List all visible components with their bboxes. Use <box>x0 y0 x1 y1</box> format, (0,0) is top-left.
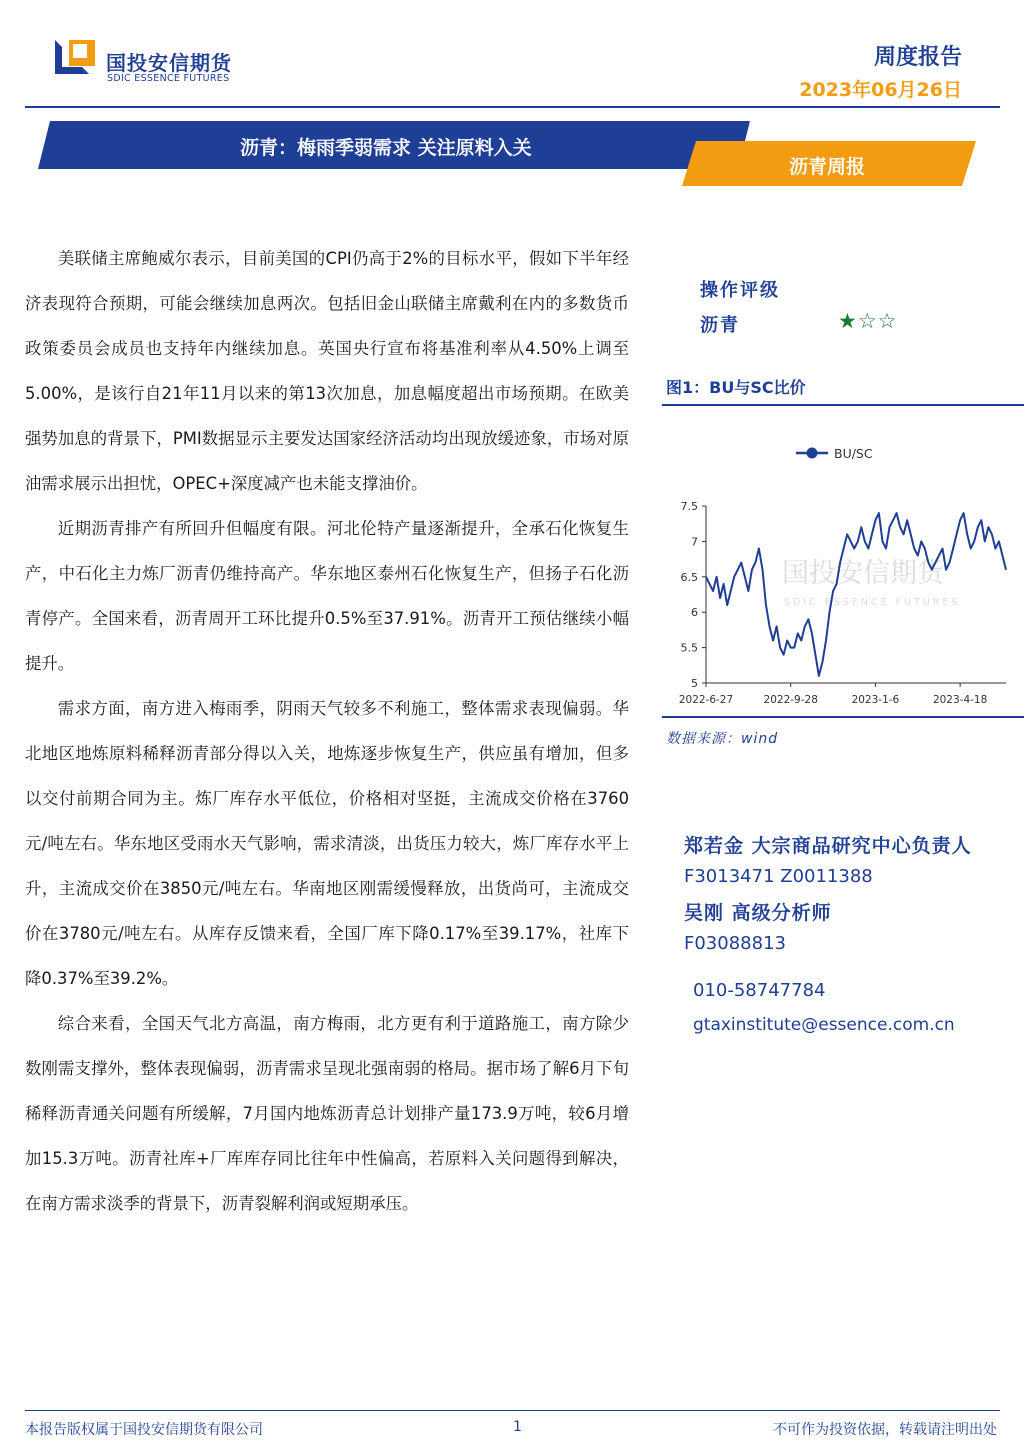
footer-disclaimer: 不可作为投资依据，转载请注明出处 <box>773 1422 997 1438</box>
x-tick-label: 2023-1-6 <box>851 694 900 706</box>
paragraph: 近期沥青排产有所回升但幅度有限。河北伦特产量逐渐提升，全承石化恢复生产，中石化主力炼厂沥青仍维持高产。华东地区泰州石化恢复生产，但扬子石化沥青停产。全国来看，沥青周开工环比提升0.5%至37.91%。沥青开工预估继续小幅提升。 <box>25 519 629 673</box>
footer-rule <box>25 1410 1000 1411</box>
report-title: 沥青：梅雨季弱需求 关注原料入关 <box>240 137 532 159</box>
analyst-1-name: 郑若金 大宗商品研究中心负责人 <box>684 835 972 857</box>
chart-watermark-en: SDIC ESSENCE FUTURES <box>784 597 961 608</box>
rating-stars: ★☆☆ <box>838 309 898 333</box>
company-name-cn: 国投安信期货 <box>106 51 232 75</box>
report-date: 2023年06月26日 <box>799 79 962 101</box>
figure-bottom-rule <box>662 716 1024 718</box>
company-logo <box>55 40 97 82</box>
legend-label: BU/SC <box>834 446 873 461</box>
y-tick-label: 7.5 <box>680 500 698 513</box>
data-source: 数据来源：wind <box>666 731 779 747</box>
chart-watermark-cn: 国投安信期货 <box>782 558 944 589</box>
analyst-2-id: F03088813 <box>684 933 786 954</box>
bu-sc-ratio-chart <box>662 420 1024 715</box>
analyst-1-id: F3013471 Z0011388 <box>684 866 873 887</box>
x-tick-label: 2022-9-28 <box>763 694 818 706</box>
page-number: 1 <box>513 1419 522 1435</box>
x-tick-label: 2023-4-18 <box>932 694 988 706</box>
y-tick-label: 5 <box>691 677 698 690</box>
header-rule <box>25 106 1000 108</box>
body-text <box>25 236 629 1226</box>
company-name-en: SDIC ESSENCE FUTURES <box>107 73 230 84</box>
contact-phone: 010-58747784 <box>693 980 826 1001</box>
chart-legend <box>796 446 873 461</box>
figure-title: 图1：BU与SC比价 <box>666 378 806 397</box>
y-tick-label: 6 <box>691 606 698 620</box>
x-tick-label: 2022-6-27 <box>678 694 734 706</box>
paragraph: 需求方面，南方进入梅雨季，阴雨天气较多不利施工，整体需求表现偏弱。华北地区地炼原料稀释沥青部分得以入关，地炼逐步恢复生产，供应虽有增加，但多以交付前期合同为主。炼厂库存水平低位，价格相对坚挺，主流成交价格在3760元/吨左右。华东地区受雨水天气影响，需求清淡，出货压力较大，炼厂库存水平上升，主流成交价在3850元/吨左右。华南地区刚需缓慢释放，出货尚可，主流成交价在3780元/吨左右。从库存反馈来看，全国厂库下降0.17%至39.17%，社库下降0.37%至39.2%。 <box>25 699 629 988</box>
y-tick-label: 7 <box>691 535 698 549</box>
series-line-bu-sc <box>706 513 1006 676</box>
report-type: 周度报告 <box>873 45 962 70</box>
rating-item: 沥青 <box>700 315 740 336</box>
paragraph: 美联储主席鲍威尔表示，目前美国的CPI仍高于2%的目标水平，假如下半年经济表现符合预期，可能会继续加息两次。包括旧金山联储主席戴利在内的多数货币政策委员会成员也支持年内继续加息。英国央行宣布将基准利率从4.50%上调至5.00%，是该行自21年11月以来的第13次加息，加息幅度超出市场预期。在欧美强势加息的背景下，PMI数据显示主要发达国家经济活动均出现放缓迹象，市场对原油需求展示出担忧，OPEC+深度减产也未能支撑油价。 <box>25 249 629 493</box>
contact-email[interactable]: gtaxinstitute@essence.com.cn <box>693 1015 955 1035</box>
footer-copyright: 本报告版权属于国投安信期货有限公司 <box>25 1422 263 1438</box>
figure-top-rule <box>662 404 1024 406</box>
y-tick-label: 6.5 <box>680 570 698 584</box>
analyst-2-name: 吴刚 高级分析师 <box>684 902 832 924</box>
report-subtitle: 沥青周报 <box>789 156 866 178</box>
chart-series <box>706 513 1006 676</box>
y-tick-label: 5.5 <box>680 641 698 655</box>
paragraph: 综合来看，全国天气北方高温，南方梅雨，北方更有利于道路施工，南方除少数刚需支撑外，整体表现偏弱，沥青需求呈现北强南弱的格局。据市场了解6月下旬稀释沥青通关问题有所缓解，7月国内地炼沥青总计划排产量173.9万吨，较6月增加15.3万吨。沥青社库+厂库库存同比往年中性偏高，若原料入关问题得到解决，在南方需求淡季的背景下，沥青裂解利润或短期承压。 <box>25 1014 629 1213</box>
rating-title: 操作评级 <box>700 280 780 301</box>
